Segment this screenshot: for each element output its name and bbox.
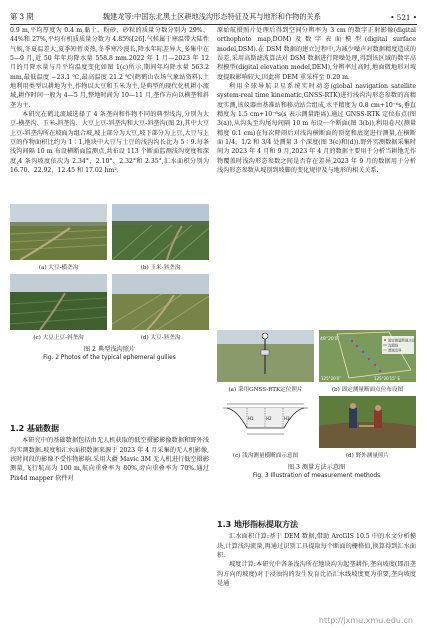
map-longitude-label-1: 125°20′0″ bbox=[321, 376, 341, 381]
header-title: 魏建龙等:中国东北黑土区耕地浅沟形态特征及其与地形和作物的关系 bbox=[102, 12, 321, 21]
paragraph: 本研究中的基础数据包括由无人机获取的低空摄影影像数据和野外浅沟实测数据.坡度和汇水面积数据来源于 2023 年 4 月采集的无人机影像,该时间段的影像不受作物影响.采用大疆 Mavic 3M 无人机进行低空摄影测量,飞行航高为 100 m,航向重叠率为 80%,旁向重叠率为 70%.通过 Pix4d mapper 软件对 bbox=[10, 437, 209, 482]
page-number: • 521 • bbox=[390, 13, 417, 22]
figure-3 bbox=[217, 330, 416, 480]
fig2-caption-c: (c) 大豆上豆-斜垄沟 bbox=[33, 335, 84, 341]
right-column-lower bbox=[217, 514, 416, 588]
paragraph: 利用全球导航卫星系统实时动态(global navigation satellite system-real time kinematic,GNSS-RTK)进行浅沟沟形态参数的高精度实测,该仪器由基准站和移动站合组成,水平精度为 0.8 cm+10⁻⁶s,垂直精度为 1.5 cm+10⁻⁶s(s 表示测量距离).通过 GNSS-RTK 定位布点(图 3(a)),从沟头至沟尾每间隔 10 m 布设一个断面(图 3(b)),利用卷尺(测量精度 0.1 cm)在每次降雨后对浅沟横断面的顶宽和底宽进行测量,在横断面 1/4、1/2 和 3/4 处测量 3 个深度(图 3(c)和(d)).野外实测数据采集时间为 2023 年 4 月和 9 月,2023 年 4 月的数据主要用于分析当耕地无作物覆盖时浅沟形态参数之间是否存在差异,2023 年 9 月的数据用于分析浅沟形态参数从坡顶到坡脚的变化规律及与地形的相关关系. bbox=[217, 83, 416, 175]
depth-label-h1: H1 bbox=[248, 416, 254, 421]
photo-corn-oblique-ridge bbox=[112, 204, 209, 260]
watermark-url: http://jxmu.xmu.edu.cn bbox=[318, 616, 413, 625]
section-heading: 1.2 基础数据 bbox=[10, 424, 59, 433]
paragraph: 本研究在鹤北流域选择了 4 条垄向和作物不同的典型浅沟,分别为大豆-横垄沟、玉米-斜垄沟、大豆上豆-斜垄沟和大豆-斜垄沟(图 2),其中大豆上豆-斜垄沟所在坡面为组合坡,坡上部分为大豆,坡下部分为上豆,大豆与上豆的作物面积比约为 1∶1,地块中大豆与土豆的浅沟沟长比为 5∶9.每条浅沟间隔 10 m 布设横断面监测点,共布设 113 个断面监测浅沟宽度和深度,4 条沟坡度依次为 2.34°、2.10°、2.32°和 2.35°,汇水面积分别为 16.70、22.92、12.45 和 17.02 hm². bbox=[10, 111, 209, 175]
depth-label-h3: H3 bbox=[284, 416, 290, 421]
paragraph: 原始航摄照片处理后得到空间分辨率为 3 cm 的数字正射影像(digital orthophoto map,DOM)及数字表面模型(digital surface model,DSM).在 DSM 数据的建立过程中,为减少噪声对数据精度造成的误差,采用高斯滤波算法对 DSM 数据进行降噪处理,得到该区域的数字高程模型(digital elevation model,DEM),分辨率过高时,地面微地形对坡度提取影响较大,因此将 DEM 重采样至 0.20 m. bbox=[217, 27, 416, 81]
fig2-caption-a: (a) 大豆-横垄沟 bbox=[38, 265, 79, 271]
photo-soy-potato-oblique-ridge bbox=[10, 274, 107, 330]
fig3-title-cn: 图 3 测量方法示意图 bbox=[287, 464, 346, 471]
map-section-layout bbox=[319, 330, 416, 382]
map-legend-section: 固定测量断面点位 bbox=[388, 338, 416, 343]
fig2-title-cn: 图 2 典型浅沟照片 bbox=[83, 346, 136, 353]
fig2-title-en: Fig. 2 Photos of the typical ephemeral gullies bbox=[43, 355, 176, 361]
map-longitude-label-2: 125°20′15″ E bbox=[374, 376, 401, 381]
figure-2 bbox=[10, 204, 209, 362]
right-column bbox=[217, 26, 416, 176]
issue-number: 第 3 期 bbox=[10, 12, 34, 21]
paragraph: 坡度计算:本研究中各条浅沟所在地块均为起垄耕作,垄向坡度(即沿垄沟方向的坡度)对于浸浊沟的发生发育比沿汇水线坡度更为重要,垄向坡度是通 bbox=[217, 561, 416, 588]
photo-gnss-rtk bbox=[217, 330, 314, 382]
map-legend-channel: 沟道线 bbox=[388, 343, 399, 348]
photo-soy-oblique-ridge bbox=[112, 274, 209, 330]
paragraph: 汇水面积计算:基于 DEM 数据,借助 ArcGIS 10.5 中的水文分析模块,计算浅沟流量,再通过识别工具提取每个断面的栅格值,换算得到汇水面积. bbox=[217, 533, 416, 560]
fig2-caption-b: (b) 玉米-斜垄沟 bbox=[140, 265, 181, 271]
left-column-lower bbox=[10, 418, 209, 483]
fig3-caption-a: (a) 采用GNSS-RTK定位照片 bbox=[228, 387, 303, 393]
fig3-caption-c: (c) 浅沟测量横断面示意图 bbox=[232, 453, 299, 459]
section-heading: 1.3 地形指标提取方法 bbox=[217, 520, 298, 529]
paragraph: 0.9 m,平均厚度为 0.4 m,黏土、粉砂、砂粒的质量分数分别为 29%、44%和 27%,平均有机质质量分数为 4.85%[26].气候属于寒温带大陆性气候,冬夏温差大,夏季短暂炎热,冬季寒冷漫长,降水年际差异大,多集中在 5—9 月,近 50 年年均降水量 558.8 mm.2022 年 1 月—2023 年 12 月的月降水量与月平均温度变化如图 1(c)所示,期间年均降水量 563.2 mm,最低温度 −23.1 ℃,最高温度 21.2 ℃(鹤鹤山农场气象站资料).土地利用类型以耕地为主,作物以大豆和玉米为主,是典型的现代化机耕小流域,耕作时间一般为 4—5 月,整地时间为 10—11 月,垄作方向以横垄和斜垄为主. bbox=[10, 27, 209, 109]
diagram-cross-section bbox=[217, 396, 314, 448]
fig3-caption-d: (d) 野外测量照片 bbox=[345, 453, 390, 459]
left-column bbox=[10, 26, 209, 176]
fig2-caption-d: (d) 大豆-斜垄沟 bbox=[140, 335, 181, 341]
running-header bbox=[10, 8, 417, 25]
photo-soy-cross-ridge bbox=[10, 204, 107, 260]
map-latitude-label: 49°20′0″ bbox=[320, 337, 340, 342]
fig3-title-en: Fig. 3 Illustration of measurement methods bbox=[252, 473, 381, 479]
depth-label-h2: H2 bbox=[266, 416, 272, 421]
fig3-caption-b: (b) 固定测量断面点位布设图 bbox=[331, 387, 404, 393]
photo-field-measurement bbox=[319, 396, 416, 448]
map-legend-boundary: 流域边界 bbox=[388, 348, 402, 353]
